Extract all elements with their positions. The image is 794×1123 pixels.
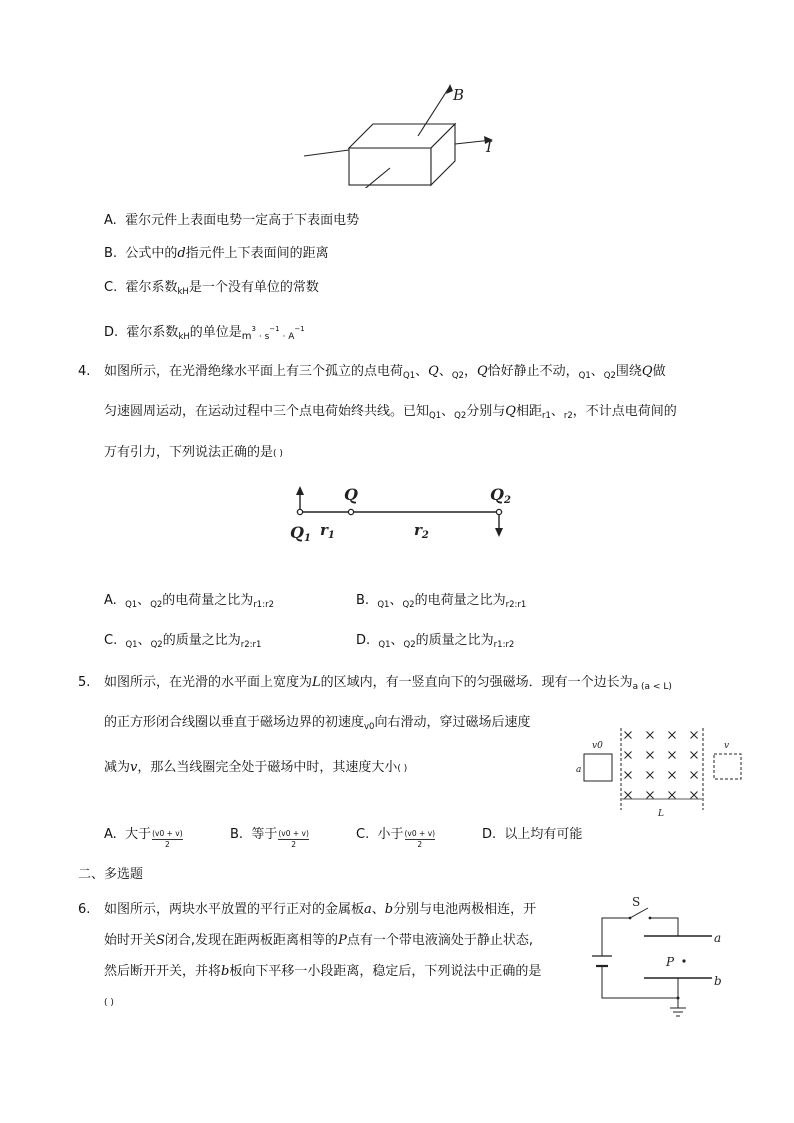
plate-label-b: b <box>714 974 722 988</box>
option-letter: A. <box>104 593 117 608</box>
field-cross <box>669 792 676 799</box>
option-letter: C. <box>356 827 370 842</box>
point-charges-figure <box>286 480 526 548</box>
q5-option-b: B. 等于 $\frac{(v0 + v)}{2}$ <box>230 827 309 849</box>
fraction: $\frac{(v0 + v)}{2}$ <box>278 829 309 849</box>
option-letter: D. <box>104 325 119 340</box>
field-cross <box>691 752 698 759</box>
answer-blank: ( ) <box>273 449 283 459</box>
charge-label-q: Q <box>344 485 358 504</box>
option-letter: A. <box>104 213 117 228</box>
q4-number: 4. <box>78 364 91 379</box>
distance-label-r2: $r_2$ <box>414 521 429 541</box>
option-letter: B. <box>230 827 244 842</box>
q5-option-a: A. 大于 $\frac{(v0 + v)}{2}$ <box>104 827 183 849</box>
q4-stem-line1: 如图所示，在光滑绝缘水平面上有三个孤立的点电荷$_{Q1}$、Q、$_{Q2}$，Q恰好静止不动，$_{Q1}$、$_{Q2}$围绕Q做 <box>104 364 666 381</box>
option-letter: C. <box>104 633 118 648</box>
option-letter: B. <box>104 246 118 261</box>
fraction: $\frac{(v0 + v)}{2}$ <box>152 829 183 849</box>
plate-label-a: a <box>714 931 722 945</box>
field-cross <box>625 772 632 779</box>
side-length-label: a <box>576 765 582 775</box>
field-cross <box>625 752 632 759</box>
section-title: 二、多选题 <box>78 867 144 882</box>
field-cross <box>691 792 698 799</box>
q5-stem-line3: 减为v，那么当线圈完全处于磁场中时，其速度大小( ) <box>104 760 408 775</box>
q6-stem-line3: 然后断开开关，并将b板向下平移一小段距离，稳定后，下列说法中正确的是 <box>104 964 542 979</box>
charge-label-q1: Q1 <box>290 523 311 544</box>
option-letter: D. <box>482 827 497 842</box>
field-cross <box>669 772 676 779</box>
q4-stem-line3: 万有引力，下列说法正确的是( ) <box>104 445 283 460</box>
q3-option-d: D. 霍尔系数$_{kH}$的单位是$_m^3$ $_{\cdot s}^{-1}$ $_{\cdot A}^{-1}$ <box>104 325 305 342</box>
q5-number: 5. <box>78 675 91 690</box>
q4-option-a: A. $_{Q1}$、$_{Q2}$的电荷量之比为$_{r1:r2}$ <box>104 593 274 610</box>
field-cross <box>669 732 676 739</box>
q3-option-b: B. 公式中的d指元件上下表面间的距离 <box>104 246 329 261</box>
q4-option-d: D. $_{Q1}$、$_{Q2}$的质量之比为$_{r1:r2}$ <box>356 633 515 650</box>
field-cross <box>625 792 632 799</box>
q3-option-a <box>104 212 359 230</box>
field-width-label: L <box>658 809 664 818</box>
q3-option-c: C. 霍尔系数$_{kH}$是一个没有单位的常数 <box>104 280 319 297</box>
q5-option-c: C. 小于 $\frac{(v0 + v)}{2}$ <box>356 827 436 849</box>
field-cross <box>669 752 676 759</box>
hall-element-figure <box>300 78 500 188</box>
q6-number: 6. <box>78 902 91 917</box>
q6-stem-line1: 如图所示，两块水平放置的平行正对的金属板a、b分别与电池两极相连，开 <box>104 902 537 917</box>
capacitor-circuit-figure <box>580 890 740 1022</box>
option-letter: C. <box>104 280 118 295</box>
field-cross <box>647 752 654 759</box>
current-label-i: I <box>486 138 492 156</box>
fraction: $\frac{(v0 + v)}{2}$ <box>404 829 436 849</box>
field-cross <box>647 772 654 779</box>
q4-stem-line2: 匀速圆周运动，在运动过程中三个点电荷始终共线。已知$_{Q1}$、$_{Q2}$分别与Q相距$_{r1}$、$_{r2}$，不计点电荷间的 <box>104 404 677 421</box>
field-label-b: B <box>453 86 465 104</box>
q5-option-d: D. 以上均有可能 <box>482 827 583 842</box>
option-text: 霍尔元件上表面电势一定高于下表面电势 <box>125 213 360 228</box>
option-letter: B. <box>356 593 370 608</box>
distance-label-r1: $r_1$ <box>320 521 335 541</box>
answer-blank: ( ) <box>397 764 408 774</box>
q5-stem-line1: 如图所示，在光滑的水平面上宽度为L的区域内，有一竖直向下的匀强磁场．现有一个边长为$_{a (a < L)}$ <box>104 675 672 692</box>
field-cross <box>647 732 654 739</box>
option-letter: A. <box>104 827 117 842</box>
q6-stem-line2: 始时开关S闭合,发现在距两板距离相等的P点有一个带电液滴处于静止状态, <box>104 933 533 948</box>
initial-velocity-label: v0 <box>592 741 603 751</box>
field-cross <box>691 732 698 739</box>
q5-stem-line2: 的正方形闭合线圈以垂直于磁场边界的初速度$_{v0}$向右滑动，穿过磁场后速度 <box>104 715 531 732</box>
q4-option-c: C. $_{Q1}$、$_{Q2}$的质量之比为$_{r2:r1}$ <box>104 633 262 650</box>
point-label-p: P <box>666 955 675 969</box>
charge-label-q2: Q2 <box>490 485 511 506</box>
final-velocity-label: v <box>724 741 730 751</box>
field-cross <box>625 732 632 739</box>
switch-label-s: S <box>632 895 641 909</box>
field-cross <box>647 792 654 799</box>
q4-option-b: B. $_{Q1}$、$_{Q2}$的电荷量之比为$_{r2:r1}$ <box>356 593 527 610</box>
field-cross <box>691 772 698 779</box>
option-letter: D. <box>356 633 371 648</box>
magnetic-field-figure <box>572 726 752 818</box>
q6-answer-blank: ( ) <box>104 998 114 1008</box>
